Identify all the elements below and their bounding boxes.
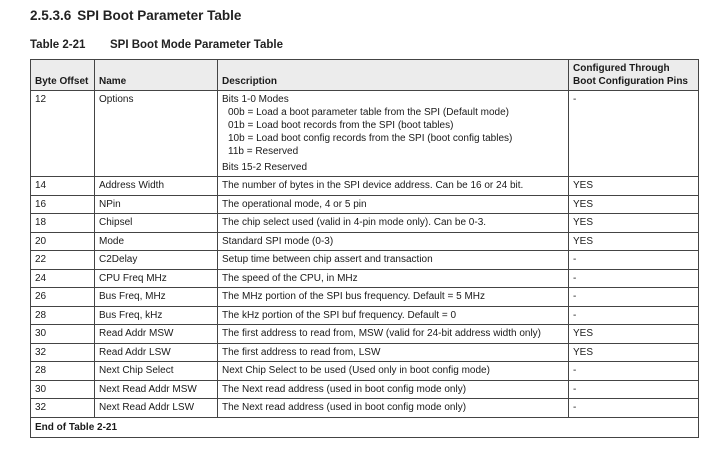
cell-configured: - [569, 399, 699, 418]
cell-description: The Next read address (used in boot config mode only) [218, 380, 569, 399]
table-row [31, 251, 699, 270]
cell-description: Setup time between chip assert and transaction [218, 251, 569, 270]
desc-line: Bits 15-2 Reserved [222, 162, 308, 173]
cell-configured: - [569, 306, 699, 325]
desc-line: 10b = Load boot config records from the SPI (boot config tables) [228, 133, 513, 144]
table-row [31, 343, 699, 362]
header-configured: Configured Through Boot Configuration Pins [569, 60, 699, 91]
cell-configured: - [569, 288, 699, 307]
cell-description [218, 91, 569, 177]
cell-name: Mode [95, 232, 218, 251]
cell-configured: YES [569, 343, 699, 362]
table-row [31, 325, 699, 344]
section-title: SPI Boot Parameter Table [77, 8, 242, 23]
cell-offset: 26 [31, 288, 95, 307]
cell-description: Next Chip Select to be used (Used only in boot config mode) [218, 362, 569, 381]
table-title: SPI Boot Mode Parameter Table [110, 39, 283, 51]
cell-description: The operational mode, 4 or 5 pin [218, 195, 569, 214]
cell-offset: 12 [31, 91, 95, 177]
cell-offset: 22 [31, 251, 95, 270]
table-row [31, 380, 699, 399]
table-label: Table 2-21 [30, 39, 86, 51]
cell-configured: - [569, 91, 699, 177]
cell-offset: 18 [31, 214, 95, 233]
cell-offset: 28 [31, 362, 95, 381]
cell-name: Options [95, 91, 218, 177]
cell-configured: YES [569, 177, 699, 196]
table-footer-row [31, 417, 699, 437]
cell-description: The Next read address (used in boot config mode only) [218, 399, 569, 418]
header-byte-offset: Byte Offset [31, 60, 95, 91]
cell-offset: 32 [31, 399, 95, 418]
cell-name: Read Addr LSW [95, 343, 218, 362]
cell-configured: - [569, 251, 699, 270]
spi-boot-parameter-table [30, 59, 699, 438]
cell-name: NPin [95, 195, 218, 214]
cell-description: The first address to read from, LSW [218, 343, 569, 362]
table-row [31, 195, 699, 214]
cell-name: C2Delay [95, 251, 218, 270]
table-row [31, 362, 699, 381]
header-name: Name [95, 60, 218, 91]
table-row [31, 232, 699, 251]
cell-offset: 28 [31, 306, 95, 325]
table-row [31, 214, 699, 233]
cell-offset: 30 [31, 325, 95, 344]
table-row [31, 91, 699, 177]
cell-name: Next Read Addr LSW [95, 399, 218, 418]
cell-configured: YES [569, 325, 699, 344]
cell-name: Chipsel [95, 214, 218, 233]
desc-line: 01b = Load boot records from the SPI (boot tables) [228, 120, 454, 131]
cell-configured: - [569, 269, 699, 288]
table-row [31, 399, 699, 418]
cell-name: Next Chip Select [95, 362, 218, 381]
cell-description: The chip select used (valid in 4-pin mode only). Can be 0-3. [218, 214, 569, 233]
section-heading [30, 8, 241, 23]
cell-description: The number of bytes in the SPI device address. Can be 16 or 24 bit. [218, 177, 569, 196]
cell-configured: - [569, 362, 699, 381]
cell-name: Next Read Addr MSW [95, 380, 218, 399]
table-header-row [31, 60, 699, 91]
cell-name: CPU Freq MHz [95, 269, 218, 288]
cell-offset: 24 [31, 269, 95, 288]
desc-line: 00b = Load a boot parameter table from the SPI (Default mode) [228, 107, 509, 118]
cell-offset: 32 [31, 343, 95, 362]
cell-configured: YES [569, 232, 699, 251]
cell-offset: 20 [31, 232, 95, 251]
cell-description: The kHz portion of the SPI buf frequency. Default = 0 [218, 306, 569, 325]
cell-name: Read Addr MSW [95, 325, 218, 344]
cell-configured: YES [569, 195, 699, 214]
cell-description: The MHz portion of the SPI bus frequency. Default = 5 MHz [218, 288, 569, 307]
table-footer: End of Table 2-21 [31, 417, 699, 437]
section-number: 2.5.3.6 [30, 8, 72, 23]
cell-configured: - [569, 380, 699, 399]
desc-line: 11b = Reserved [228, 146, 299, 157]
cell-description: The first address to read from, MSW (valid for 24-bit address width only) [218, 325, 569, 344]
cell-description: The speed of the CPU, in MHz [218, 269, 569, 288]
cell-name: Bus Freq, MHz [95, 288, 218, 307]
desc-line: Bits 1-0 Modes [222, 94, 289, 105]
cell-name: Bus Freq, kHz [95, 306, 218, 325]
table-row [31, 306, 699, 325]
cell-offset: 16 [31, 195, 95, 214]
table-row [31, 177, 699, 196]
table-caption [30, 39, 283, 51]
cell-offset: 14 [31, 177, 95, 196]
header-description: Description [218, 60, 569, 91]
table-row [31, 269, 699, 288]
cell-offset: 30 [31, 380, 95, 399]
table-row [31, 288, 699, 307]
cell-description: Standard SPI mode (0-3) [218, 232, 569, 251]
cell-name: Address Width [95, 177, 218, 196]
cell-configured: YES [569, 214, 699, 233]
